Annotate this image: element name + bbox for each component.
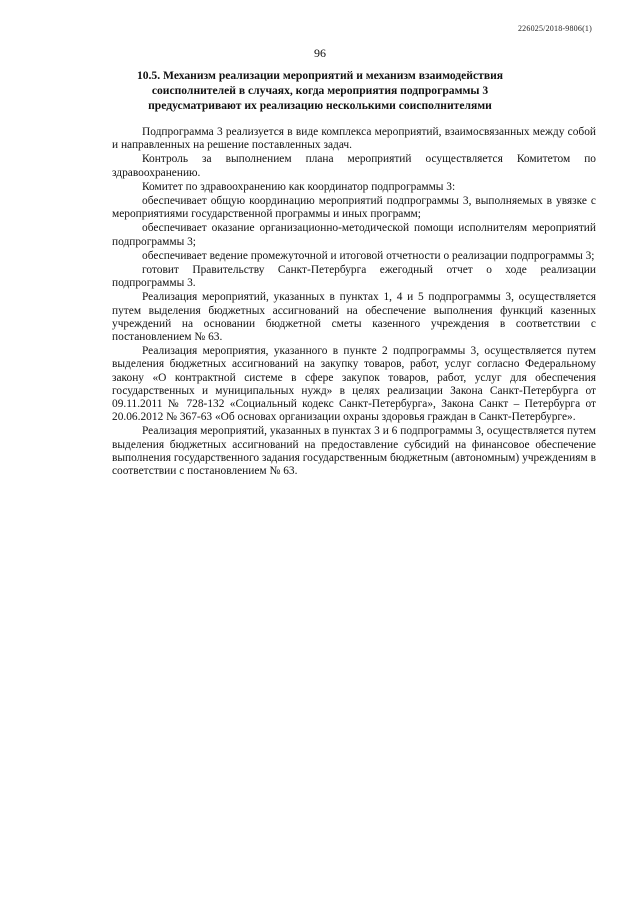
- paragraph: обеспечивает общую координацию мероприятий подпрограммы 3, выполняемых в увязке с мероприятиями государственной программы и иных программ;: [112, 195, 596, 221]
- section-heading: [120, 68, 520, 113]
- section-heading-line: предусматривают их реализацию несколькими соисполнителями: [148, 99, 492, 112]
- section-body: [112, 126, 596, 478]
- paragraph: Реализация мероприятия, указанного в пункте 2 подпрограммы 3, осуществляется путем выделения бюджетных ассигнований на закупку товаров, работ, услуг согласно Федеральному закону «О контрактной системе в сфере закупок товаров, работ, услуг для обеспечения государственных и муниципальных нужд» в целях реализации Закона Санкт-Петербурга от 09.11.2011 № 728-132 «Социальный кодекс Санкт-Петербурга», Закона Санкт – Петербурга от 20.06.2012 № 367-63 «Об основах организации охраны здоровья граждан в Санкт-Петербурге».: [112, 345, 596, 424]
- paragraph: обеспечивает ведение промежуточной и итоговой отчетности о реализации подпрограммы 3;: [142, 249, 595, 262]
- paragraph: Комитет по здравоохранению как координатор подпрограммы 3:: [142, 180, 456, 193]
- document-id: 226025/2018-9806(1): [517, 24, 592, 33]
- paragraph: готовит Правительству Санкт-Петербурга ежегодный отчет о ходе реализации подпрограммы 3.: [112, 264, 596, 290]
- page-number: 96: [314, 46, 326, 60]
- paragraph: обеспечивает оказание организационно-методической помощи исполнителям мероприятий подпрограммы 3;: [112, 222, 596, 248]
- paragraph: Реализация мероприятий, указанных в пунктах 1, 4 и 5 подпрограммы 3, осуществляется путем выделения бюджетных ассигнований на обеспечение выполнения функций казенных учреждений на основании бюджетной сметы казенного учреждения в соответствии с постановлением № 63.: [112, 291, 596, 344]
- section-heading-line: 10.5. Механизм реализации мероприятий и механизм взаимодействия: [136, 69, 504, 82]
- section-heading-line: соисполнителей в случаях, когда мероприятия подпрограммы 3: [151, 84, 489, 97]
- paragraph: Подпрограмма 3 реализуется в виде комплекса мероприятий, взаимосвязанных между собой и направленных на решение поставленных задач.: [112, 126, 596, 152]
- paragraph: Реализация мероприятий, указанных в пунктах 3 и 6 подпрограммы 3, осуществляется путем выделения бюджетных ассигнований на предоставление субсидий на финансовое обеспечение выполнения государственного задания государственным бюджетным (автономным) учреждениям в соответствии с постановлением № 63.: [112, 425, 596, 478]
- paragraph: Контроль за выполнением плана мероприятий осуществляется Комитетом по здравоохранению.: [112, 153, 596, 179]
